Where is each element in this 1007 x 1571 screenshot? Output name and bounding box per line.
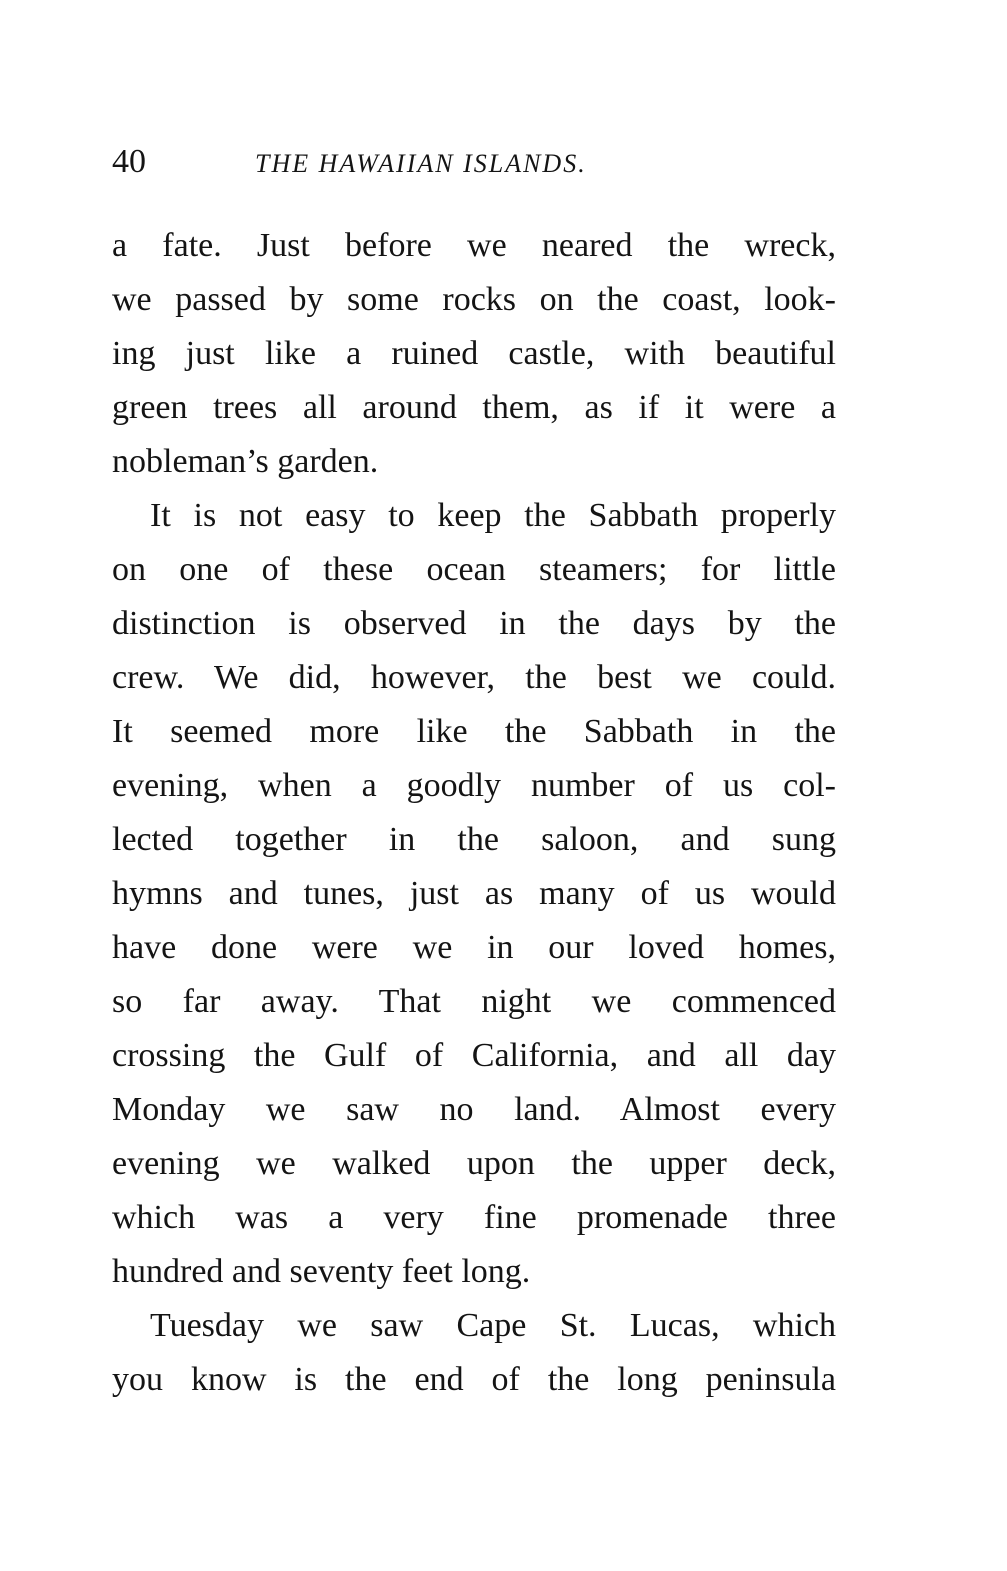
text-line: evening we walked upon the upper deck,: [112, 1145, 836, 1182]
text-line: crew. We did, however, the best we could.: [112, 659, 836, 696]
text-line: on one of these ocean steamers; for little: [112, 551, 836, 588]
text-line: hymns and tunes, just as many of us would: [112, 875, 836, 912]
running-title: THE HAWAIIAN ISLANDS.: [255, 149, 587, 178]
text-line: green trees all around them, as if it were a: [112, 389, 836, 426]
body-text: [112, 219, 836, 1407]
text-line: evening, when a goodly number of us col-: [112, 767, 836, 804]
text-line: a fate. Just before we neared the wreck,: [112, 227, 836, 264]
text-line: nobleman’s garden.: [112, 443, 379, 480]
page-header: [112, 140, 842, 184]
text-line: Tuesday we saw Cape St. Lucas, which: [150, 1307, 836, 1344]
text-line: have done were we in our loved homes,: [112, 929, 836, 966]
text-line: hundred and seventy feet long.: [112, 1253, 531, 1290]
text-line: we passed by some rocks on the coast, look-: [112, 281, 836, 318]
text-line: so far away. That night we commenced: [112, 983, 836, 1020]
text-line: ing just like a ruined castle, with beautiful: [112, 335, 836, 372]
text-line: which was a very fine promenade three: [112, 1199, 836, 1236]
text-line: Monday we saw no land. Almost every: [112, 1091, 836, 1128]
text-line: distinction is observed in the days by the: [112, 605, 836, 642]
text-line: crossing the Gulf of California, and all day: [112, 1037, 836, 1074]
text-line: you know is the end of the long peninsula: [112, 1361, 836, 1398]
text-line: It seemed more like the Sabbath in the: [112, 713, 836, 750]
text-line: lected together in the saloon, and sung: [112, 821, 836, 858]
text-line: It is not easy to keep the Sabbath properly: [150, 497, 836, 534]
page-number: 40: [112, 143, 146, 180]
